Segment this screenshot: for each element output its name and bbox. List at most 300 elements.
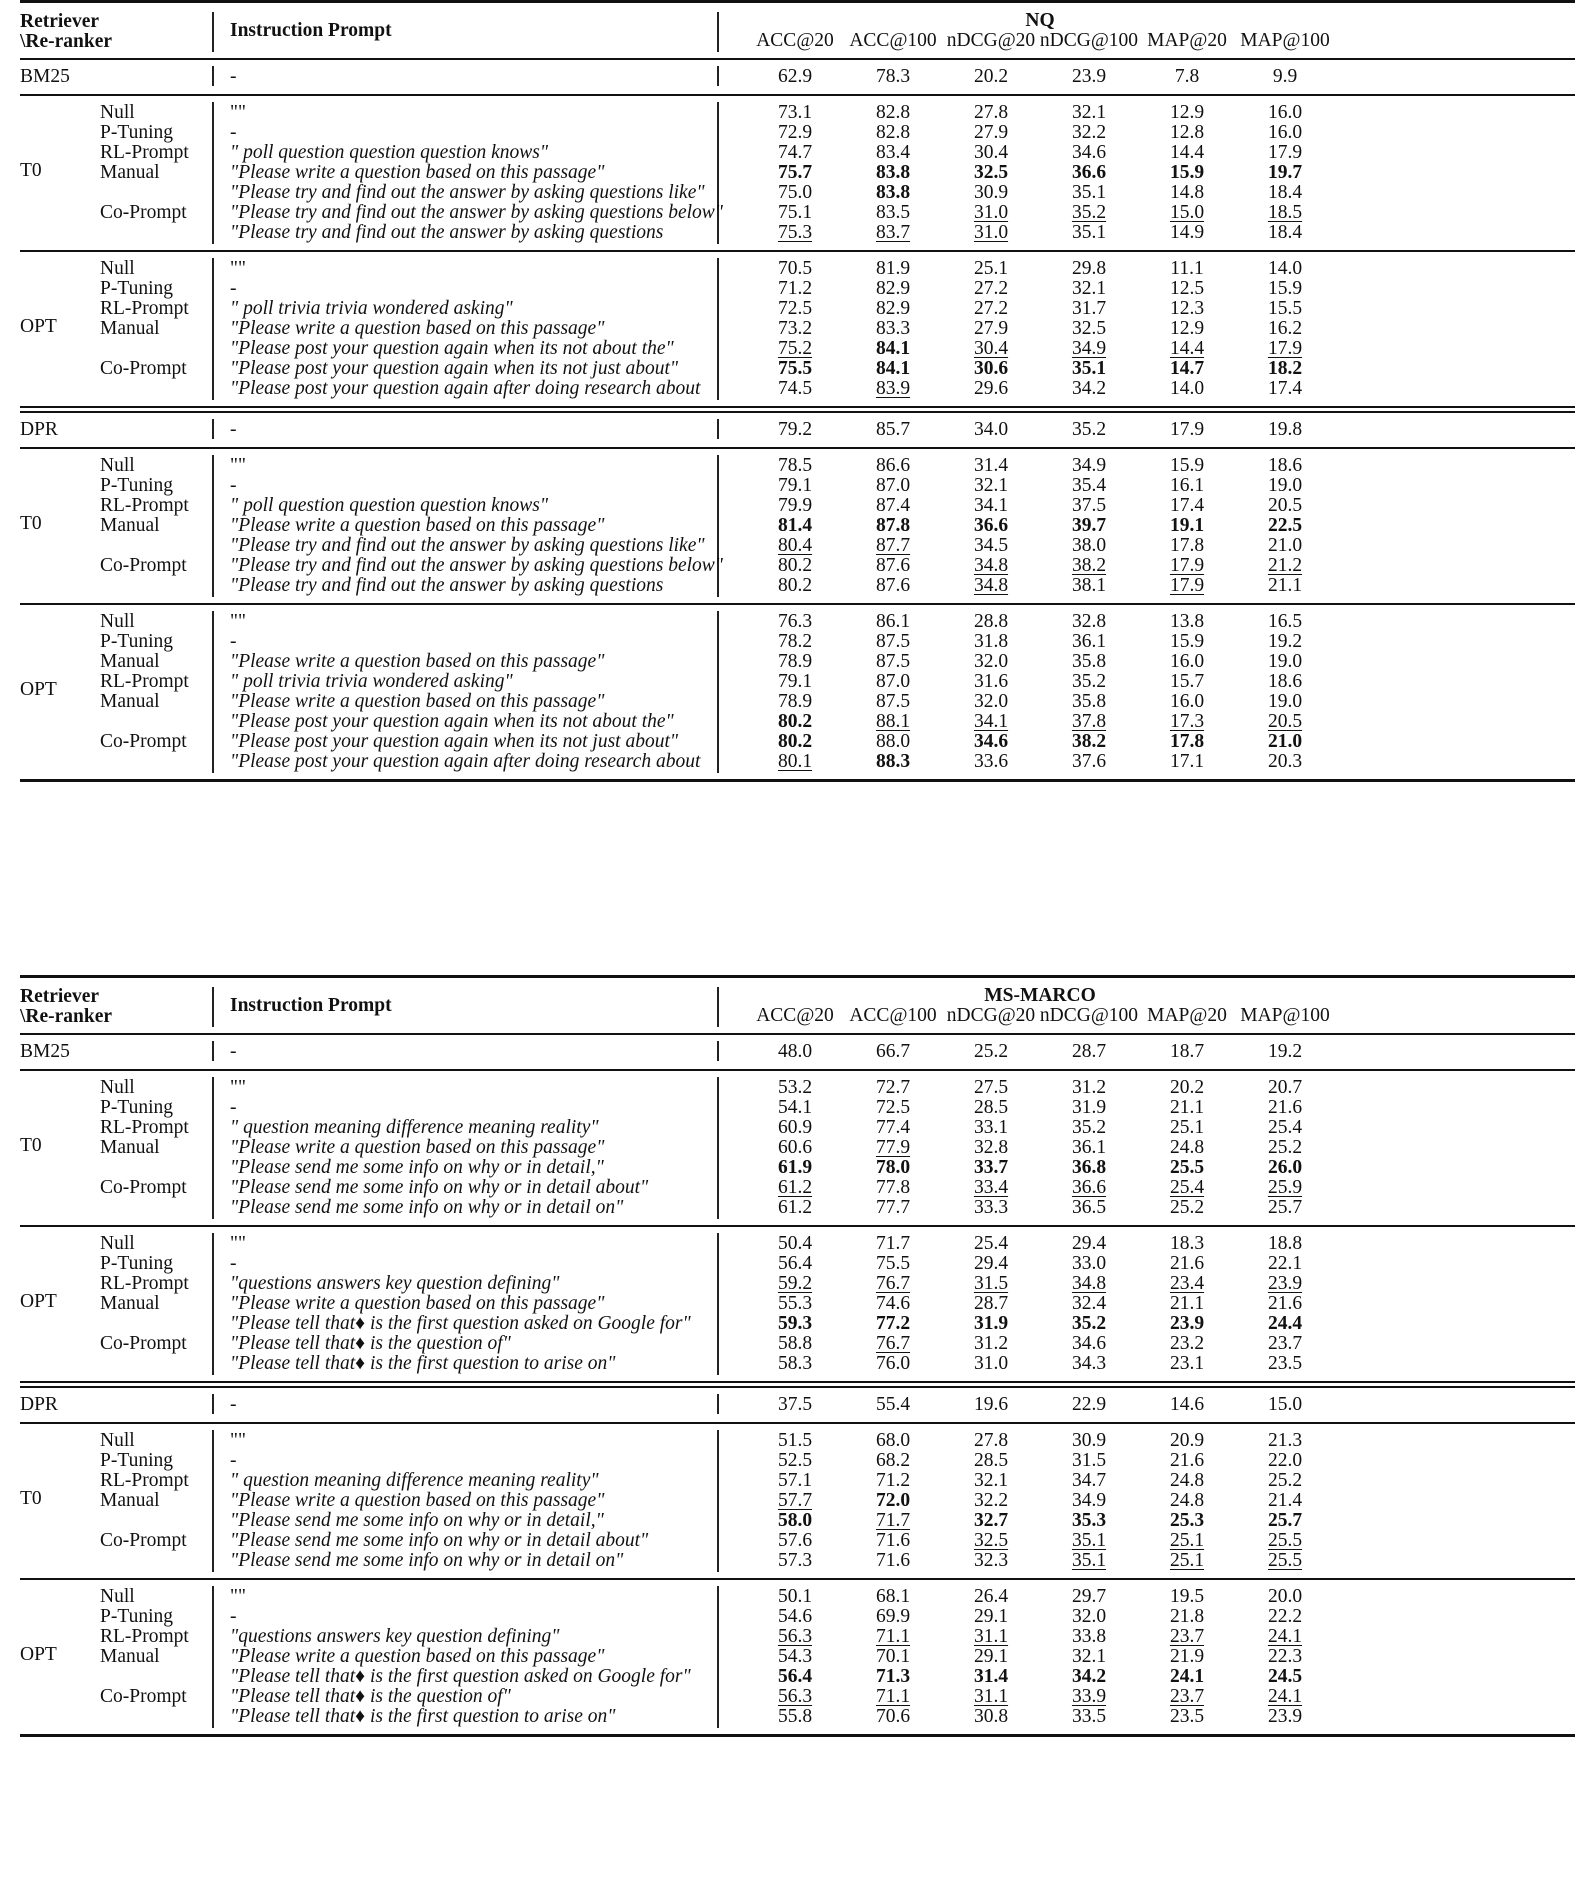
score-cell: 83.3	[875, 318, 911, 339]
score-cell: 19.5	[1169, 1586, 1205, 1607]
score-cell: 32.1	[973, 1470, 1009, 1491]
prompt-text: " poll question question question knows"	[230, 495, 549, 516]
score-cell: 27.8	[973, 102, 1009, 123]
method-name: Manual	[100, 691, 160, 712]
score-cell: 32.5	[1071, 318, 1107, 339]
method-name: RL-Prompt	[100, 1117, 189, 1138]
score-cell: 50.4	[777, 1233, 813, 1254]
score-cell: 54.6	[777, 1606, 813, 1627]
group-rule	[20, 603, 1575, 605]
method-name: Manual	[100, 162, 160, 183]
bottom-rule	[20, 779, 1575, 782]
score-cell: 84.1	[875, 338, 911, 359]
score-cell: 24.8	[1169, 1137, 1205, 1158]
retriever-name: DPR	[20, 419, 58, 440]
score-cell: 37.6	[1071, 751, 1107, 772]
score-cell: 58.0	[777, 1510, 813, 1531]
score-cell: 34.3	[1071, 1353, 1107, 1374]
score-cell: 72.9	[777, 122, 813, 143]
score-cell: 31.9	[973, 1313, 1009, 1334]
prompt-text: "Please send me some info on why or in detail,"	[230, 1510, 604, 1531]
baseline-value: 37.5	[777, 1394, 813, 1415]
score-cell: 25.7	[1267, 1197, 1303, 1218]
column-separator	[212, 12, 214, 52]
score-cell: 15.9	[1169, 631, 1205, 652]
score-cell: 22.1	[1267, 1253, 1303, 1274]
prompt-text: "Please post your question again when its not about the"	[230, 711, 674, 732]
score-cell: 17.9	[1267, 338, 1303, 359]
method-name: Co-Prompt	[100, 1686, 187, 1707]
score-cell: 17.4	[1267, 378, 1303, 399]
method-name: Manual	[100, 1137, 160, 1158]
score-cell: 31.5	[973, 1273, 1009, 1294]
column-separator	[717, 419, 719, 439]
score-cell: 23.9	[1169, 1313, 1205, 1334]
score-cell: 27.8	[973, 1430, 1009, 1451]
metric-header: nDCG@20	[946, 1005, 1036, 1026]
score-cell: 22.3	[1267, 1646, 1303, 1667]
prompt-text: "Please try and find out the answer by asking questions	[230, 575, 664, 596]
baseline-value: 85.7	[875, 419, 911, 440]
score-cell: 13.8	[1169, 611, 1205, 632]
baseline-value: 48.0	[777, 1041, 813, 1062]
prompt-text: "Please post your question again after doing research about	[230, 751, 701, 772]
prompt-text: "Please tell that♦ is the first question asked on Google for"	[230, 1666, 691, 1687]
score-cell: 75.7	[777, 162, 813, 183]
column-separator	[212, 1077, 214, 1219]
score-cell: 29.4	[973, 1253, 1009, 1274]
column-separator	[212, 1586, 214, 1728]
column-separator	[717, 66, 719, 86]
prompt-text: "Please send me some info on why or in detail about"	[230, 1177, 649, 1198]
score-cell: 77.8	[875, 1177, 911, 1198]
prompt-text: "Please send me some info on why or in detail on"	[230, 1197, 624, 1218]
score-cell: 14.0	[1169, 378, 1205, 399]
score-cell: 35.1	[1071, 1550, 1107, 1571]
score-cell: 37.8	[1071, 711, 1107, 732]
score-cell: 29.1	[973, 1606, 1009, 1627]
score-cell: 36.6	[1071, 1177, 1107, 1198]
score-cell: 15.9	[1169, 455, 1205, 476]
score-cell: 33.5	[1071, 1706, 1107, 1727]
score-cell: 82.8	[875, 122, 911, 143]
method-name: RL-Prompt	[100, 142, 189, 163]
score-cell: 17.1	[1169, 751, 1205, 772]
score-cell: 12.9	[1169, 102, 1205, 123]
score-cell: 82.8	[875, 102, 911, 123]
method-name: P-Tuning	[100, 475, 173, 496]
score-cell: 74.5	[777, 378, 813, 399]
method-name: P-Tuning	[100, 1253, 173, 1274]
score-cell: 57.3	[777, 1550, 813, 1571]
score-cell: 76.0	[875, 1353, 911, 1374]
score-cell: 71.1	[875, 1626, 911, 1647]
score-cell: 25.9	[1267, 1177, 1303, 1198]
score-cell: 31.1	[973, 1626, 1009, 1647]
score-cell: 36.6	[1071, 162, 1107, 183]
baseline-value: 55.4	[875, 1394, 911, 1415]
score-cell: 32.1	[1071, 102, 1107, 123]
score-cell: 36.1	[1071, 631, 1107, 652]
score-cell: 59.3	[777, 1313, 813, 1334]
score-cell: 27.2	[973, 278, 1009, 299]
prompt-text: ""	[230, 102, 246, 123]
column-separator	[717, 1430, 719, 1572]
baseline-value: 19.8	[1267, 419, 1303, 440]
score-cell: 25.2	[1267, 1470, 1303, 1491]
group-rule	[20, 1225, 1575, 1227]
score-cell: 38.2	[1071, 731, 1107, 752]
score-cell: 30.6	[973, 358, 1009, 379]
score-cell: 88.1	[875, 711, 911, 732]
score-cell: 25.2	[1169, 1197, 1205, 1218]
score-cell: 35.2	[1071, 1117, 1107, 1138]
score-cell: 21.6	[1169, 1450, 1205, 1471]
header-rule	[20, 58, 1575, 60]
score-cell: 16.1	[1169, 475, 1205, 496]
score-cell: 34.9	[1071, 1490, 1107, 1511]
score-cell: 58.3	[777, 1353, 813, 1374]
prompt-text: -	[230, 631, 237, 652]
method-name: P-Tuning	[100, 122, 173, 143]
score-cell: 77.2	[875, 1313, 911, 1334]
score-cell: 14.8	[1169, 182, 1205, 203]
score-cell: 34.6	[973, 731, 1009, 752]
score-cell: 34.2	[1071, 1666, 1107, 1687]
baseline-value: 25.2	[973, 1041, 1009, 1062]
score-cell: 71.3	[875, 1666, 911, 1687]
baseline-value: 14.6	[1169, 1394, 1205, 1415]
score-cell: 24.1	[1169, 1666, 1205, 1687]
score-cell: 36.5	[1071, 1197, 1107, 1218]
score-cell: 51.5	[777, 1430, 813, 1451]
score-cell: 87.5	[875, 651, 911, 672]
reranker-header: \Re-ranker	[20, 1006, 113, 1027]
score-cell: 31.1	[973, 1686, 1009, 1707]
prompt-text: ""	[230, 1430, 246, 1451]
score-cell: 55.8	[777, 1706, 813, 1727]
score-cell: 20.2	[1169, 1077, 1205, 1098]
score-cell: 80.2	[777, 711, 813, 732]
prompt-text: "Please tell that♦ is the question of"	[230, 1333, 511, 1354]
score-cell: 61.2	[777, 1177, 813, 1198]
score-cell: 27.9	[973, 318, 1009, 339]
score-cell: 59.2	[777, 1273, 813, 1294]
retriever-name: DPR	[20, 1394, 58, 1415]
score-cell: 21.1	[1267, 575, 1303, 596]
double-rule-bottom	[20, 1386, 1575, 1388]
score-cell: 77.7	[875, 1197, 911, 1218]
score-cell: 31.7	[1071, 298, 1107, 319]
score-cell: 19.1	[1169, 515, 1205, 536]
score-cell: 34.8	[973, 555, 1009, 576]
score-cell: 83.4	[875, 142, 911, 163]
score-cell: 31.8	[973, 631, 1009, 652]
score-cell: 25.2	[1267, 1137, 1303, 1158]
score-cell: 32.8	[973, 1137, 1009, 1158]
method-name: Co-Prompt	[100, 202, 187, 223]
score-cell: 19.2	[1267, 631, 1303, 652]
column-separator	[212, 1394, 214, 1414]
score-cell: 87.6	[875, 575, 911, 596]
score-cell: 71.7	[875, 1233, 911, 1254]
score-cell: 35.4	[1071, 475, 1107, 496]
score-cell: 83.7	[875, 222, 911, 243]
score-cell: 34.1	[973, 495, 1009, 516]
score-cell: 28.8	[973, 611, 1009, 632]
score-cell: 31.9	[1071, 1097, 1107, 1118]
method-name: Null	[100, 1586, 135, 1607]
method-name: Manual	[100, 515, 160, 536]
score-cell: 16.0	[1169, 691, 1205, 712]
prompt-text: "Please tell that♦ is the first question to arise on"	[230, 1353, 616, 1374]
baseline-value: 18.7	[1169, 1041, 1205, 1062]
score-cell: 30.4	[973, 142, 1009, 163]
score-cell: 17.9	[1169, 575, 1205, 596]
score-cell: 35.8	[1071, 691, 1107, 712]
score-cell: 24.8	[1169, 1490, 1205, 1511]
score-cell: 34.6	[1071, 1333, 1107, 1354]
score-cell: 25.1	[1169, 1530, 1205, 1551]
prompt-text: "Please post your question again when its not about the"	[230, 338, 674, 359]
score-cell: 84.1	[875, 358, 911, 379]
score-cell: 72.0	[875, 1490, 911, 1511]
prompt-text: " poll trivia trivia wondered asking"	[230, 298, 513, 319]
reranker-model: T0	[20, 513, 42, 534]
prompt-text: "questions answers key question defining"	[230, 1273, 560, 1294]
score-cell: 72.5	[875, 1097, 911, 1118]
score-cell: 14.4	[1169, 142, 1205, 163]
group-rule	[20, 250, 1575, 252]
score-cell: 36.6	[973, 515, 1009, 536]
score-cell: 23.9	[1267, 1273, 1303, 1294]
score-cell: 25.5	[1169, 1157, 1205, 1178]
score-cell: 39.7	[1071, 515, 1107, 536]
score-cell: 83.8	[875, 182, 911, 203]
prompt-text: "Please write a question based on this passage"	[230, 1646, 605, 1667]
score-cell: 32.1	[1071, 278, 1107, 299]
column-separator	[212, 419, 214, 439]
score-cell: 31.2	[973, 1333, 1009, 1354]
score-cell: 79.1	[777, 475, 813, 496]
method-name: Co-Prompt	[100, 1177, 187, 1198]
score-cell: 31.6	[973, 671, 1009, 692]
baseline-value: 19.6	[973, 1394, 1009, 1415]
score-cell: 15.9	[1169, 162, 1205, 183]
column-separator	[717, 1041, 719, 1061]
score-cell: 68.2	[875, 1450, 911, 1471]
baseline-value: 22.9	[1071, 1394, 1107, 1415]
score-cell: 34.8	[973, 575, 1009, 596]
baseline-value: 79.2	[777, 419, 813, 440]
prompt-text: "Please try and find out the answer by asking questions below"	[230, 202, 723, 223]
score-cell: 60.6	[777, 1137, 813, 1158]
block-rule	[20, 94, 1575, 96]
score-cell: 25.7	[1267, 1510, 1303, 1531]
prompt-text: "questions answers key question defining"	[230, 1626, 560, 1647]
score-cell: 15.7	[1169, 671, 1205, 692]
prompt-text: -	[230, 1097, 237, 1118]
baseline-value: 23.9	[1071, 66, 1107, 87]
method-name: Manual	[100, 318, 160, 339]
score-cell: 18.4	[1267, 222, 1303, 243]
score-cell: 33.7	[973, 1157, 1009, 1178]
prompt-text: " poll trivia trivia wondered asking"	[230, 671, 513, 692]
score-cell: 32.7	[973, 1510, 1009, 1531]
score-cell: 22.2	[1267, 1606, 1303, 1627]
score-cell: 26.4	[973, 1586, 1009, 1607]
prompt-text: "Please post your question again after doing research about	[230, 378, 701, 399]
score-cell: 23.7	[1267, 1333, 1303, 1354]
retriever-name: BM25	[20, 1041, 70, 1062]
score-cell: 25.4	[973, 1233, 1009, 1254]
method-name: Null	[100, 1430, 135, 1451]
score-cell: 12.8	[1169, 122, 1205, 143]
metric-header: ACC@100	[849, 30, 937, 51]
score-cell: 57.6	[777, 1530, 813, 1551]
prompt-text: "Please write a question based on this passage"	[230, 1293, 605, 1314]
score-cell: 78.9	[777, 651, 813, 672]
score-cell: 78.2	[777, 631, 813, 652]
header-rule	[20, 1033, 1575, 1035]
block-rule	[20, 447, 1575, 449]
score-cell: 17.3	[1169, 711, 1205, 732]
column-separator	[717, 1233, 719, 1375]
method-name: RL-Prompt	[100, 1626, 189, 1647]
prompt-text: "Please write a question based on this passage"	[230, 515, 605, 536]
score-cell: 35.2	[1071, 1313, 1107, 1334]
score-cell: 71.2	[875, 1470, 911, 1491]
prompt-text: " question meaning difference meaning reality"	[230, 1117, 599, 1138]
baseline-value: 19.2	[1267, 1041, 1303, 1062]
score-cell: 68.0	[875, 1430, 911, 1451]
prompt-text: -	[230, 1253, 237, 1274]
prompt-text: "Please try and find out the answer by asking questions below"	[230, 555, 723, 576]
score-cell: 15.0	[1169, 202, 1205, 223]
group-rule	[20, 1578, 1575, 1580]
metric-header: MAP@20	[1147, 1005, 1227, 1026]
score-cell: 54.3	[777, 1646, 813, 1667]
score-cell: 27.9	[973, 122, 1009, 143]
score-cell: 87.6	[875, 555, 911, 576]
prompt-text: "Please try and find out the answer by asking questions like"	[230, 535, 705, 556]
score-cell: 83.9	[875, 378, 911, 399]
score-cell: 77.9	[875, 1137, 911, 1158]
score-cell: 80.2	[777, 575, 813, 596]
score-cell: 83.8	[875, 162, 911, 183]
score-cell: 35.2	[1071, 671, 1107, 692]
score-cell: 60.9	[777, 1117, 813, 1138]
column-separator	[717, 611, 719, 773]
score-cell: 82.9	[875, 298, 911, 319]
metric-header: nDCG@100	[1039, 1005, 1139, 1026]
score-cell: 31.0	[973, 222, 1009, 243]
score-cell: 19.0	[1267, 475, 1303, 496]
prompt-text: ""	[230, 455, 246, 476]
score-cell: 21.6	[1169, 1253, 1205, 1274]
score-cell: 87.0	[875, 671, 911, 692]
score-cell: 32.2	[1071, 122, 1107, 143]
score-cell: 24.5	[1267, 1666, 1303, 1687]
method-name: RL-Prompt	[100, 1470, 189, 1491]
prompt-text: "Please send me some info on why or in detail,"	[230, 1157, 604, 1178]
score-cell: 57.7	[777, 1490, 813, 1511]
prompt-text: "Please write a question based on this passage"	[230, 318, 605, 339]
prompt-text: -	[230, 1450, 237, 1471]
score-cell: 33.3	[973, 1197, 1009, 1218]
score-cell: 32.1	[1071, 1646, 1107, 1667]
bottom-rule	[20, 1734, 1575, 1737]
score-cell: 21.1	[1169, 1293, 1205, 1314]
score-cell: 81.9	[875, 258, 911, 279]
score-cell: 30.9	[1071, 1430, 1107, 1451]
score-cell: 36.8	[1071, 1157, 1107, 1178]
score-cell: 55.3	[777, 1293, 813, 1314]
score-cell: 28.7	[973, 1293, 1009, 1314]
baseline-value: 78.3	[875, 66, 911, 87]
score-cell: 32.0	[1071, 1606, 1107, 1627]
prompt-text: -	[230, 475, 237, 496]
score-cell: 18.6	[1267, 671, 1303, 692]
score-cell: 22.0	[1267, 1450, 1303, 1471]
score-cell: 34.7	[1071, 1470, 1107, 1491]
score-cell: 21.9	[1169, 1646, 1205, 1667]
column-separator	[212, 66, 214, 86]
prompt-text: "Please try and find out the answer by asking questions like"	[230, 182, 705, 203]
score-cell: 68.1	[875, 1586, 911, 1607]
baseline-value: 9.9	[1272, 66, 1298, 87]
score-cell: 33.0	[1071, 1253, 1107, 1274]
double-rule-top	[20, 1381, 1575, 1383]
score-cell: 31.0	[973, 1353, 1009, 1374]
baseline-value: 15.0	[1267, 1394, 1303, 1415]
score-cell: 18.3	[1169, 1233, 1205, 1254]
score-cell: 32.2	[973, 1490, 1009, 1511]
score-cell: 27.2	[973, 298, 1009, 319]
double-rule-bottom	[20, 411, 1575, 413]
baseline-value: 35.2	[1071, 419, 1107, 440]
score-cell: 81.4	[777, 515, 813, 536]
score-cell: 56.3	[777, 1686, 813, 1707]
retriever-header: Retriever	[20, 11, 100, 32]
score-cell: 79.1	[777, 671, 813, 692]
score-cell: 32.3	[973, 1550, 1009, 1571]
score-cell: 34.9	[1071, 338, 1107, 359]
score-cell: 21.3	[1267, 1430, 1303, 1451]
score-cell: 35.1	[1071, 222, 1107, 243]
score-cell: 32.8	[1071, 611, 1107, 632]
prompt-text: "Please post your question again when its not just about"	[230, 358, 679, 379]
score-cell: 18.6	[1267, 455, 1303, 476]
method-name: Co-Prompt	[100, 1333, 187, 1354]
score-cell: 35.3	[1071, 1510, 1107, 1531]
column-separator	[212, 987, 214, 1027]
score-cell: 29.1	[973, 1646, 1009, 1667]
score-cell: 25.1	[973, 258, 1009, 279]
score-cell: 32.5	[973, 1530, 1009, 1551]
score-cell: 16.0	[1267, 102, 1303, 123]
baseline-prompt: -	[230, 66, 237, 87]
score-cell: 78.0	[875, 1157, 911, 1178]
score-cell: 21.0	[1267, 731, 1303, 752]
reranker-model: OPT	[20, 1644, 57, 1665]
score-cell: 14.7	[1169, 358, 1205, 379]
score-cell: 16.2	[1267, 318, 1303, 339]
baseline-value: 17.9	[1169, 419, 1205, 440]
score-cell: 24.4	[1267, 1313, 1303, 1334]
method-name: P-Tuning	[100, 278, 173, 299]
instruction-prompt-header: Instruction Prompt	[230, 995, 392, 1016]
